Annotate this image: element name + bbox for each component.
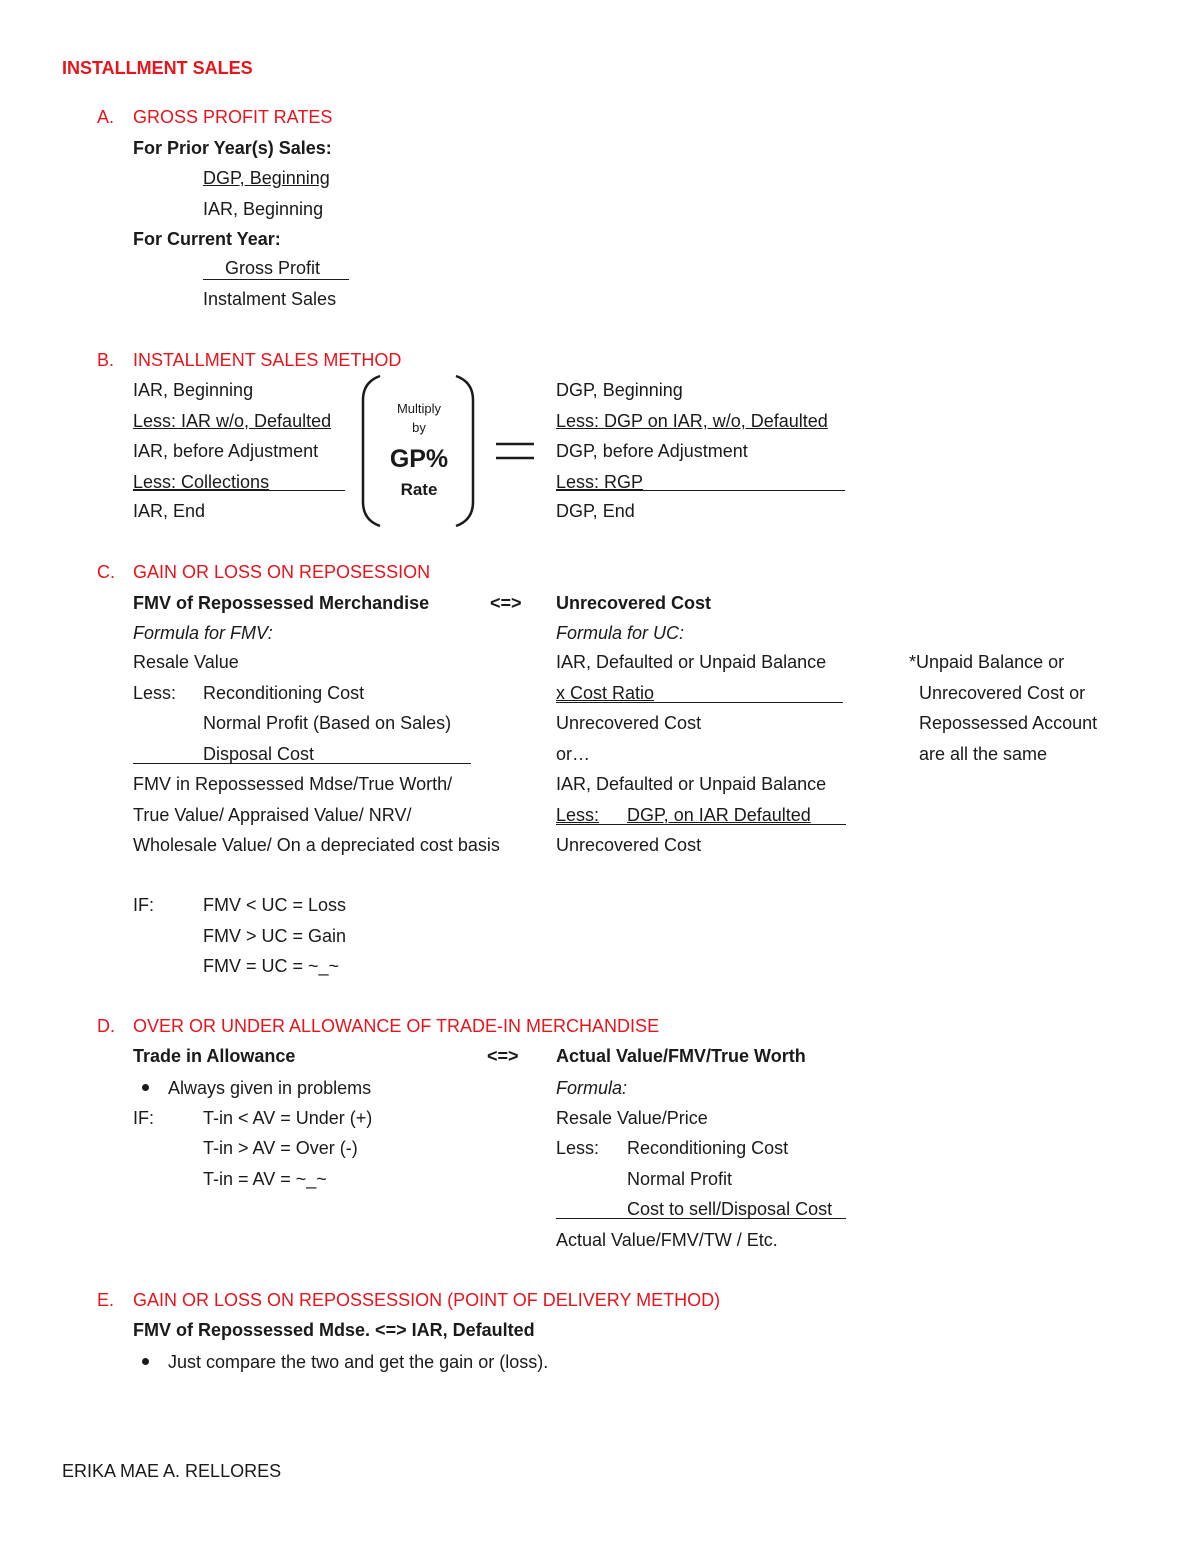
b-left-line-4: Less: Collections <box>133 472 270 492</box>
b-right-line-5: DGP, End <box>556 501 635 521</box>
by-label: by <box>412 420 426 435</box>
d-item-3: Cost to sell/Disposal Cost <box>627 1199 833 1219</box>
b-left-line-5: IAR, End <box>133 501 206 521</box>
resale-value: Resale Value <box>133 652 239 672</box>
b-left-line-2: Less: IAR w/o, Defaulted <box>133 411 332 431</box>
uc-line-7: Unrecovered Cost <box>556 835 702 855</box>
fmv-result-3: Wholesale Value/ On a depreciated cost basis <box>133 835 500 855</box>
fmv-result-2: True Value/ Appraised Value/ NRV/ <box>133 805 412 825</box>
d-less-label: Less: <box>556 1138 600 1158</box>
uc-title: Unrecovered Cost <box>556 593 712 613</box>
d-if-label: IF: <box>133 1108 154 1128</box>
d-compare-arrow: <=> <box>487 1046 519 1066</box>
section-c-letter: C. <box>97 562 115 582</box>
trade-in-title: Trade in Allowance <box>133 1046 296 1066</box>
section-b-heading: INSTALLMENT SALES METHOD <box>133 350 402 370</box>
d-condition-1: T-in < AV = Under (+) <box>203 1108 373 1128</box>
b-right-line-2: Less: DGP on IAR, w/o, Defaulted <box>556 411 828 431</box>
section-c-heading: GAIN OR LOSS ON REPOSESSION <box>133 562 431 582</box>
section-d-letter: D. <box>97 1016 115 1036</box>
note-line-2: Unrecovered Cost or <box>919 683 1086 703</box>
c-less-label: Less: <box>133 683 177 703</box>
uc-line-4: or… <box>556 744 591 764</box>
c-condition-2: FMV > UC = Gain <box>203 926 347 946</box>
d-condition-2: T-in > AV = Over (-) <box>203 1138 358 1158</box>
d-item-1: Reconditioning Cost <box>627 1138 789 1158</box>
actual-value-title: Actual Value/FMV/True Worth <box>556 1046 806 1066</box>
uc-line-5: IAR, Defaulted or Unpaid Balance <box>556 774 827 794</box>
uc-formula-label: Formula for UC: <box>556 623 685 643</box>
prior-denominator: IAR, Beginning <box>203 199 324 219</box>
uc-line-6-less: Less: <box>556 805 600 825</box>
bullet-icon <box>142 1358 149 1365</box>
uc-line-2: x Cost Ratio <box>556 683 655 703</box>
current-numerator: Gross Profit <box>225 258 321 278</box>
gp-percent-label: GP% <box>389 445 449 473</box>
bullet-icon <box>142 1084 149 1091</box>
b-right-total-line <box>556 490 845 491</box>
footer-author: ERIKA MAE A. RELLORES <box>62 1461 282 1481</box>
c-compare-arrow: <=> <box>490 593 522 613</box>
d-formula-label: Formula: <box>556 1078 628 1098</box>
d-condition-3: T-in = AV = ~_~ <box>203 1169 327 1189</box>
b-right-line-4: Less: RGP <box>556 472 644 492</box>
c-if-label: IF: <box>133 895 154 915</box>
section-e-letter: E. <box>97 1290 115 1310</box>
current-year-label: For Current Year: <box>133 229 281 249</box>
d-total-line <box>556 1218 846 1219</box>
section-e-heading: GAIN OR LOSS ON REPOSSESSION (POINT OF DELIVERY METHOD) <box>133 1290 721 1310</box>
c-condition-1: FMV < UC = Loss <box>203 895 347 915</box>
uc-line-3: Unrecovered Cost <box>556 713 702 733</box>
b-right-line-1: DGP, Beginning <box>556 380 683 400</box>
normal-profit: Normal Profit (Based on Sales) <box>203 713 452 733</box>
disposal-cost: Disposal Cost <box>203 744 315 764</box>
fmv-result-1: FMV in Repossessed Mdse/True Worth/ <box>133 774 453 794</box>
d-resale-value: Resale Value/Price <box>556 1108 708 1128</box>
uc-total-line-2 <box>556 824 846 825</box>
e-compare-line: FMV of Repossessed Mdse. <=> IAR, Defaulted <box>133 1320 535 1340</box>
b-left-line-1: IAR, Beginning <box>133 380 254 400</box>
section-b-letter: B. <box>97 350 115 370</box>
note-line-4: are all the same <box>919 744 1048 764</box>
b-right-line-3: DGP, before Adjustment <box>556 441 748 461</box>
e-bullet-text: Just compare the two and get the gain or (loss). <box>168 1352 549 1372</box>
d-result: Actual Value/FMV/TW / Etc. <box>556 1230 778 1250</box>
rate-label: Rate <box>400 480 438 499</box>
uc-total-line-1 <box>556 702 843 703</box>
d-item-2: Normal Profit <box>627 1169 733 1189</box>
page-title: INSTALLMENT SALES <box>62 58 253 78</box>
uc-line-1: IAR, Defaulted or Unpaid Balance <box>556 652 827 672</box>
section-a-heading: GROSS PROFIT RATES <box>133 107 333 127</box>
prior-numerator: DGP, Beginning <box>203 168 330 188</box>
note-line-1: *Unpaid Balance or <box>909 652 1065 672</box>
reconditioning-cost: Reconditioning Cost <box>203 683 365 703</box>
multiply-label: Multiply <box>396 401 442 416</box>
b-left-line-3: IAR, before Adjustment <box>133 441 319 461</box>
note-line-3: Repossessed Account <box>919 713 1098 733</box>
c-condition-3: FMV = UC = ~_~ <box>203 956 340 976</box>
section-a-letter: A. <box>97 107 115 127</box>
fmv-title: FMV of Repossessed Merchandise <box>133 593 430 613</box>
fmv-total-line <box>133 763 471 764</box>
fmv-formula-label: Formula for FMV: <box>133 623 273 643</box>
uc-line-6: DGP, on IAR Defaulted <box>627 805 811 825</box>
prior-year-label: For Prior Year(s) Sales: <box>133 138 332 158</box>
d-bullet-text: Always given in problems <box>168 1078 372 1098</box>
section-d-heading: OVER OR UNDER ALLOWANCE OF TRADE-IN MERCHANDISE <box>133 1016 660 1036</box>
current-denominator: Instalment Sales <box>203 289 337 309</box>
